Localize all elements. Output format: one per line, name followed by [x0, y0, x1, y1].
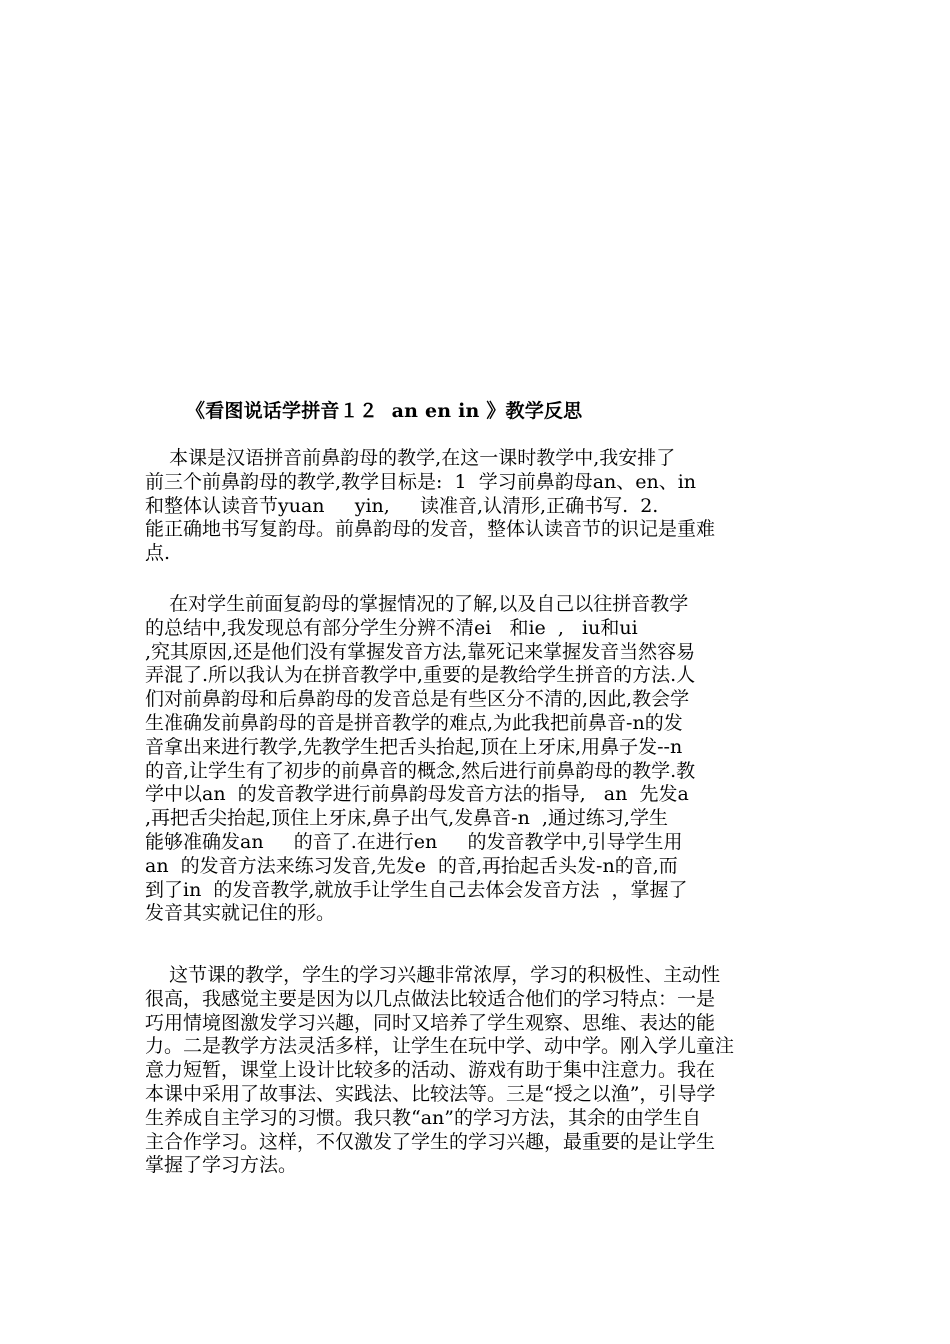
paragraph-line: 的总结中,我发现总有部分学生分辨不清ei 和ie , iu和ui: [145, 616, 638, 639]
paragraph-line: 意力短暂，课堂上设计比较多的活动、游戏有助于集中注意力。我在: [145, 1059, 716, 1082]
paragraph-lesson-goals: [145, 447, 810, 566]
paragraph-line: 掌握了学习方法。: [145, 1154, 298, 1177]
paragraph-line: 生准确发前鼻韵母的音是拼音教学的难点,为此我把前鼻音-n的发: [145, 711, 683, 734]
paragraph-line: 学中以an 的发音教学进行前鼻韵母发音方法的指导, an 先发a: [145, 783, 689, 806]
paragraph-line: 力。二是教学方法灵活多样，让学生在玩中学、动中学。刚入学儿童注: [145, 1035, 735, 1058]
paragraph-line: 们对前鼻韵母和后鼻韵母的发音总是有些区分不清的,因此,教会学: [145, 688, 690, 711]
paragraph-line: 到了in 的发音教学,就放手让学生自己去体会发音方法 ，掌握了: [145, 878, 688, 901]
paragraph-line: ,再把舌尖抬起,顶住上牙床,鼻子出气,发鼻音-n ,通过练习,学生: [145, 807, 668, 830]
paragraph-teaching-method: [145, 593, 810, 926]
paragraph-line: 能正确地书写复韵母。前鼻韵母的发音，整体认读音节的识记是重难: [145, 518, 716, 541]
paragraph-line: 很高，我感觉主要是因为以几点做法比较适合他们的学习特点：一是: [145, 987, 716, 1010]
paragraph-line: 本课中采用了故事法、实践法、比较法等。三是“授之以渔”，引导学: [145, 1082, 716, 1105]
paragraph-line: 前三个前鼻韵母的教学,教学目标是: 1 学习前鼻韵母an、en、in: [145, 470, 697, 493]
paragraph-line: 的音,让学生有了初步的前鼻音的概念,然后进行前鼻韵母的教学.教: [145, 759, 696, 782]
paragraph-line: 能够准确发an 的音了.在进行en 的发音教学中,引导学生用: [145, 830, 683, 853]
paragraph-line: 和整体认读音节yuan yin, 读准音,认清形,正确书写. 2.: [145, 494, 659, 517]
paragraph-line: ,究其原因,还是他们没有掌握发音方法,靠死记来掌握发音当然容易: [145, 640, 696, 663]
paragraph-line: 巧用情境图激发学习兴趣，同时又培养了学生观察、思维、表达的能: [145, 1011, 716, 1034]
paragraph-line: 发音其实就记住的形。: [145, 902, 336, 925]
paragraph-line: an 的发音方法来练习发音,先发e 的音,再抬起舌头发-n的音,而: [145, 854, 678, 877]
paragraph-line: 点.: [145, 542, 171, 565]
paragraph-line: 主合作学习。这样，不仅激发了学生的学习兴趣，最重要的是让学生: [145, 1130, 716, 1153]
paragraph-line: 在对学生前面复韵母的掌握情况的了解,以及自己以往拼音教学: [145, 593, 689, 615]
document-title: 《看图说话学拼音１２ an en in 》教学反思: [186, 400, 583, 422]
paragraph-reflection: [145, 964, 810, 1178]
paragraph-line: 本课是汉语拼音前鼻韵母的教学,在这一课时教学中,我安排了: [145, 447, 676, 469]
paragraph-line: 这节课的教学，学生的学习兴趣非常浓厚，学习的积极性、主动性: [145, 964, 721, 986]
paragraph-line: 音拿出来进行教学,先教学生把舌头抬起,顶在上牙床,用鼻子发--n: [145, 735, 683, 758]
paragraph-line: 生养成自主学习的习惯。我只教“an”的学习方法，其余的由学生自: [145, 1106, 701, 1129]
paragraph-line: 弄混了.所以我认为在拼音教学中,重要的是教给学生拼音的方法.人: [145, 664, 696, 687]
